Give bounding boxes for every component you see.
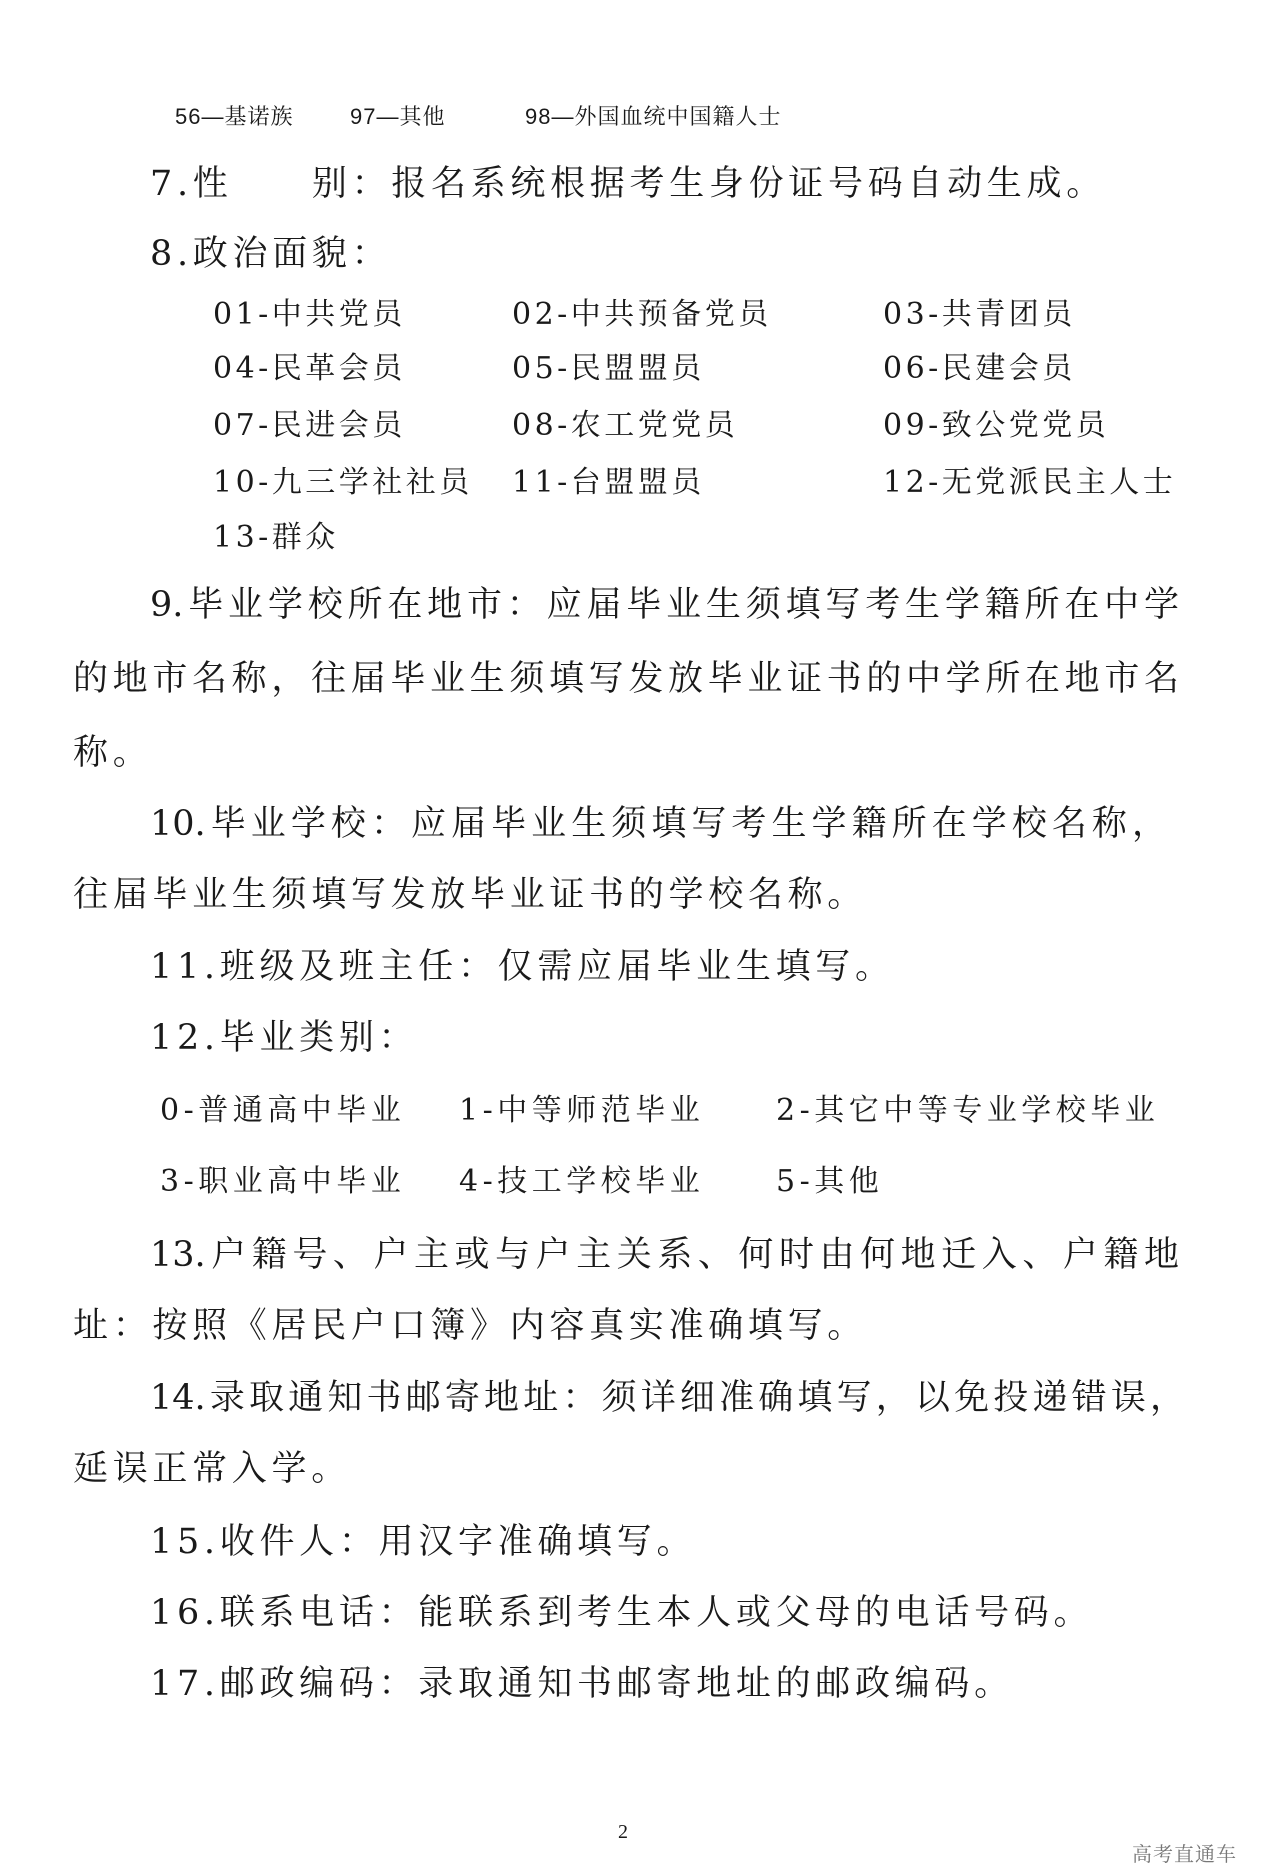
category-option: 3-职业高中毕业 xyxy=(160,1164,406,1199)
item-household-line: 13.户籍号、户主或与户主关系、何时由何地迁入、户籍地 xyxy=(150,1235,1179,1275)
item-graduation-category-title: 12.毕业类别： xyxy=(150,1018,419,1058)
item-postcode: 17.邮政编码：录取通知书邮寄地址的邮政编码。 xyxy=(150,1664,1014,1704)
item-mailing-address-line: 延误正常入学。 xyxy=(73,1449,351,1489)
ethnic-code-97: 97—其他 xyxy=(350,104,446,129)
political-option: 07-民进会员 xyxy=(213,408,406,443)
category-option: 1-中等师范毕业 xyxy=(459,1093,705,1128)
item-school-city-line: 称。 xyxy=(73,733,153,773)
political-option: 09-致公党党员 xyxy=(883,408,1110,443)
political-option: 03-共青团员 xyxy=(883,297,1076,332)
category-option: 5-其他 xyxy=(776,1164,884,1199)
page-number: 2 xyxy=(618,1821,628,1843)
political-option: 01-中共党员 xyxy=(213,297,406,332)
political-option: 05-民盟盟员 xyxy=(512,351,705,386)
political-option: 04-民革会员 xyxy=(213,351,406,386)
item-school-city-line: 的地市名称，往届毕业生须填写发放毕业证书的中学所在地市名 xyxy=(73,659,1179,699)
category-option: 4-技工学校毕业 xyxy=(459,1164,705,1199)
political-option: 12-无党派民主人士 xyxy=(883,465,1177,500)
item-mailing-address-line: 14.录取通知书邮寄地址：须详细准确填写，以免投递错误， xyxy=(150,1378,1185,1418)
item-school-line: 10.毕业学校：应届毕业生须填写考生学籍所在学校名称， xyxy=(150,804,1167,844)
item-gender: 7.性 别：报名系统根据考生身份证号码自动生成。 xyxy=(150,164,1106,204)
ethnic-code-98: 98—外国血统中国籍人士 xyxy=(525,104,782,129)
watermark: 高考直通车 xyxy=(1132,1844,1237,1866)
political-option: 10-九三学社社员 xyxy=(213,465,473,500)
item-recipient: 15.收件人：用汉字准确填写。 xyxy=(150,1522,697,1562)
item-class-teacher: 11.班级及班主任：仅需应届毕业生填写。 xyxy=(150,947,895,987)
political-option: 11-台盟盟员 xyxy=(512,465,705,500)
category-option: 0-普通高中毕业 xyxy=(160,1093,406,1128)
political-option: 06-民建会员 xyxy=(883,351,1076,386)
item-political-status-title: 8.政治面貌： xyxy=(150,234,392,274)
political-option: 08-农工党党员 xyxy=(512,408,739,443)
political-option: 13-群众 xyxy=(213,520,339,555)
item-school-line: 往届毕业生须填写发放毕业证书的学校名称。 xyxy=(73,875,868,915)
item-household-line: 址：按照《居民户口簿》内容真实准确填写。 xyxy=(73,1306,868,1346)
item-phone: 16.联系电话：能联系到考生本人或父母的电话号码。 xyxy=(150,1593,1094,1633)
political-option: 02-中共预备党员 xyxy=(512,297,772,332)
item-school-city-line: 9.毕业学校所在地市：应届毕业生须填写考生学籍所在中学 xyxy=(150,585,1179,625)
ethnic-code-56: 56—基诺族 xyxy=(175,104,294,129)
category-option: 2-其它中等专业学校毕业 xyxy=(776,1093,1160,1128)
